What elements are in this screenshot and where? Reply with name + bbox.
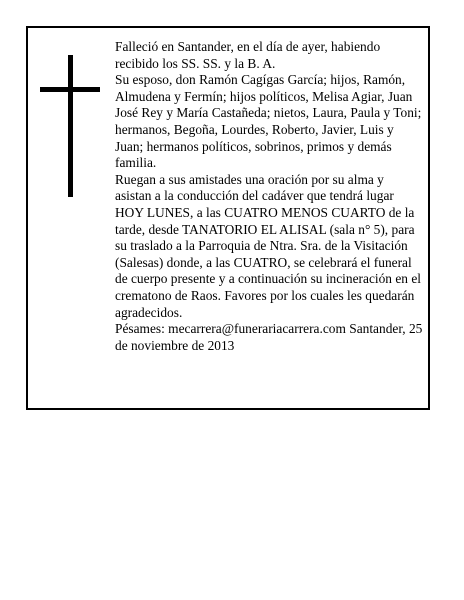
death-announcement: Falleció en Santander, en el día de ayer, habiendo recibido los SS. SS. y la B. A. xyxy=(115,39,381,71)
cross-horizontal-bar xyxy=(40,87,100,92)
funeral-details: Ruegan a sus amistades una oración por su alma y asistan a la conducción del cadáver que tendrá lugar HOY LUNES, a las CUATRO MENOS CUARTO de la tarde, desde TANATORIO EL ALISAL (sala n° 5), para su traslado a la Parroquia de Ntra. Sra. de la Visitación (Salesas) donde, a las CUATRO, se celebrará el funeral de cuerpo presente y a continuación su incineración en el crematono de Raos. Favores por los cuales les quedarán agradecidos. xyxy=(115,171,421,320)
obituary-notice xyxy=(26,26,430,410)
family-mourners: Su esposo, don Ramón Cagígas García; hijos, Ramón, Almudena y Fermín; hijos políticos, Melisa Agiar, Juan José Rey y María Castañeda; nietos, Laura, Paula y Toni; hermanos, Begoña, Lourdes, Roberto, Javier, Luis y Juan; hermanos políticos, sobrinos, primos y demás familia. xyxy=(115,72,422,171)
cross-vertical-bar xyxy=(68,55,73,197)
cross-icon xyxy=(40,55,100,197)
notice-text xyxy=(115,39,423,354)
condolences-contact: Pésames: mecarrera@funerariacarrera.com Santander, 25 de noviembre de 2013 xyxy=(115,321,423,353)
